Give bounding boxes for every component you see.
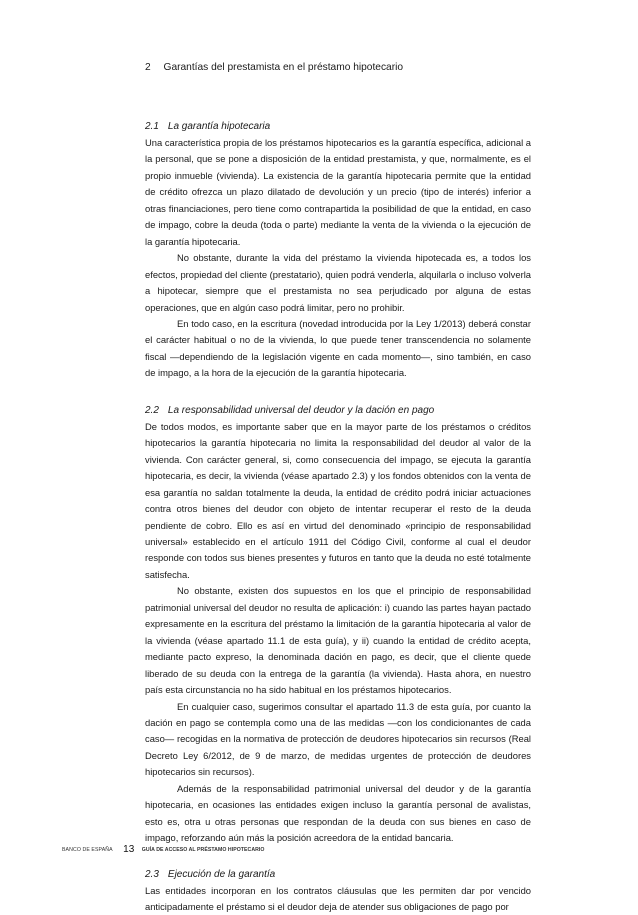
paragraph: No obstante, existen dos supuestos en los que el principio de responsabilidad patrimonial universal del deudor no resulta de aplicación: i) cuando las partes hayan pactado expresamente en la escritura del préstamo la limitación de la garantía hipotecaria al valor de la vivienda (véase apartado 11.1 de esta guía), y ii) cuando la entidad de crédito acepta, mediante pacto expreso, la denominada dación en pago, es decir, que el cliente quede liberado de su deuda con la entrega de la garantía (la vivienda). Hasta ahora, en nuestro país esta circunstancia no ha sido habitual en los préstamos hipotecarios. (145, 585, 531, 696)
page-footer (62, 843, 265, 854)
page-body (145, 120, 531, 915)
section-number: 2.1 (145, 121, 159, 132)
section-title (145, 120, 531, 134)
section-title (145, 868, 531, 882)
paragraph: En todo caso, en la escritura (novedad introducida por la Ley 1/2013) deberá constar el carácter habitual o no de la vivienda, lo que puede tener transcendencia no solamente fiscal —dependiendo de la legislación vigente en cada momento—, sino también, en caso de impago, a la hora de la ejecución de la garantía hipotecaria. (145, 317, 531, 379)
paragraph: En cualquier caso, sugerimos consultar el apartado 11.3 de esta guía, por cuanto la dación en pago se contempla como una de las medidas —con los condicionantes de cada caso— recogidas en la normativa de protección de deudores hipotecarios sin recursos (Real Decreto Ley 6/2012, de 9 de marzo, de medidas urgentes de protección de deudores hipotecarios sin recursos). (145, 700, 531, 778)
section-number: 2.2 (145, 404, 159, 416)
paragraph: Además de la responsabilidad patrimonial universal del deudor y de la garantía hipotecaria, en ocasiones las entidades exigen incluso la garantía personal de avalistas, esto es, otra u otras personas que respondan de la deuda con sus bienes en caso de impago, reforzando aún más la posición acreedora de la entidad bancaria. (145, 782, 531, 844)
section-number: 2.3 (145, 868, 159, 880)
section-title-text: La responsabilidad universal del deudor y la dación en pago (167, 404, 435, 416)
chapter-title: Garantías del prestamista en el préstamo hipotecario (163, 62, 404, 73)
section-title-text: Ejecución de la garantía (167, 868, 276, 880)
chapter-heading (145, 62, 403, 73)
chapter-number: 2 (145, 62, 151, 73)
section-title-text: La garantía hipotecaria (167, 121, 271, 132)
section-spacer (145, 382, 531, 404)
section-2-1 (145, 120, 531, 382)
paragraph: De todos modos, es importante saber que en la mayor parte de los préstamos o créditos hipotecarios la garantía hipotecaria no limita la responsabilidad del deudor al valor de la vivienda. Con carácter general, si, como consecuencia del impago, se ejecuta la garantía hipotecaria, es decir, la vivienda (véase apartado 2.3) y los fondos obtenidos con la venta de esa garantía no saldan totalmente la deuda, la entidad de crédito podrá iniciar actuaciones contra otros bienes del deudor con objeto de intentar recuperar el resto de la deuda pendiente de cobro. Ello es así en virtud del denominado «principio de responsabilidad universal» establecido en el artículo 1911 del Código Civil, conforme al cual el deudor responde con todos sus bienes presentes y futuros en tanto que la deuda no esté totalmente satisfecha. (145, 420, 531, 580)
page-number: 13 (123, 844, 135, 855)
paragraph: Las entidades incorporan en los contratos cláusulas que les permiten dar por vencido anticipadamente el préstamo si el deudor deja de atender sus obligaciones de pago por (145, 884, 531, 913)
section-title (145, 404, 531, 418)
section-2-3 (145, 868, 531, 915)
footer-organization: BANCO DE ESPAÑA (62, 847, 113, 853)
footer-document-title: GUÍA DE ACCESO AL PRÉSTAMO HIPOTECARIO (141, 847, 265, 853)
paragraph: Una característica propia de los préstamos hipotecarios es la garantía específica, adicional a la personal, que se pone a disposición de la entidad prestamista, y que, normalmente, es el propio inmueble (vivienda). La existencia de la garantía hipotecaria permite que la entidad de crédito ofrezca un plazo dilatado de devolución y un precio (tipo de interés) inferior a otras financiaciones, pero tiene como contrapartida la posibilidad de que la entidad, en caso de impago, cobre la deuda (toda o parte) mediante la venta de la vivienda o la ejecución de la garantía hipotecaria. (145, 137, 531, 247)
paragraph: No obstante, durante la vida del préstamo la vivienda hipotecada es, a todos los efectos, propiedad del cliente (prestatario), quien podrá venderla, alquilarla o incluso volverla a hipotecar, siempre que el prestamista no sea perjudicado por alguna de estas operaciones, que en algún caso podrá limitar, pero no prohibir. (145, 252, 531, 313)
section-2-2 (145, 404, 531, 847)
